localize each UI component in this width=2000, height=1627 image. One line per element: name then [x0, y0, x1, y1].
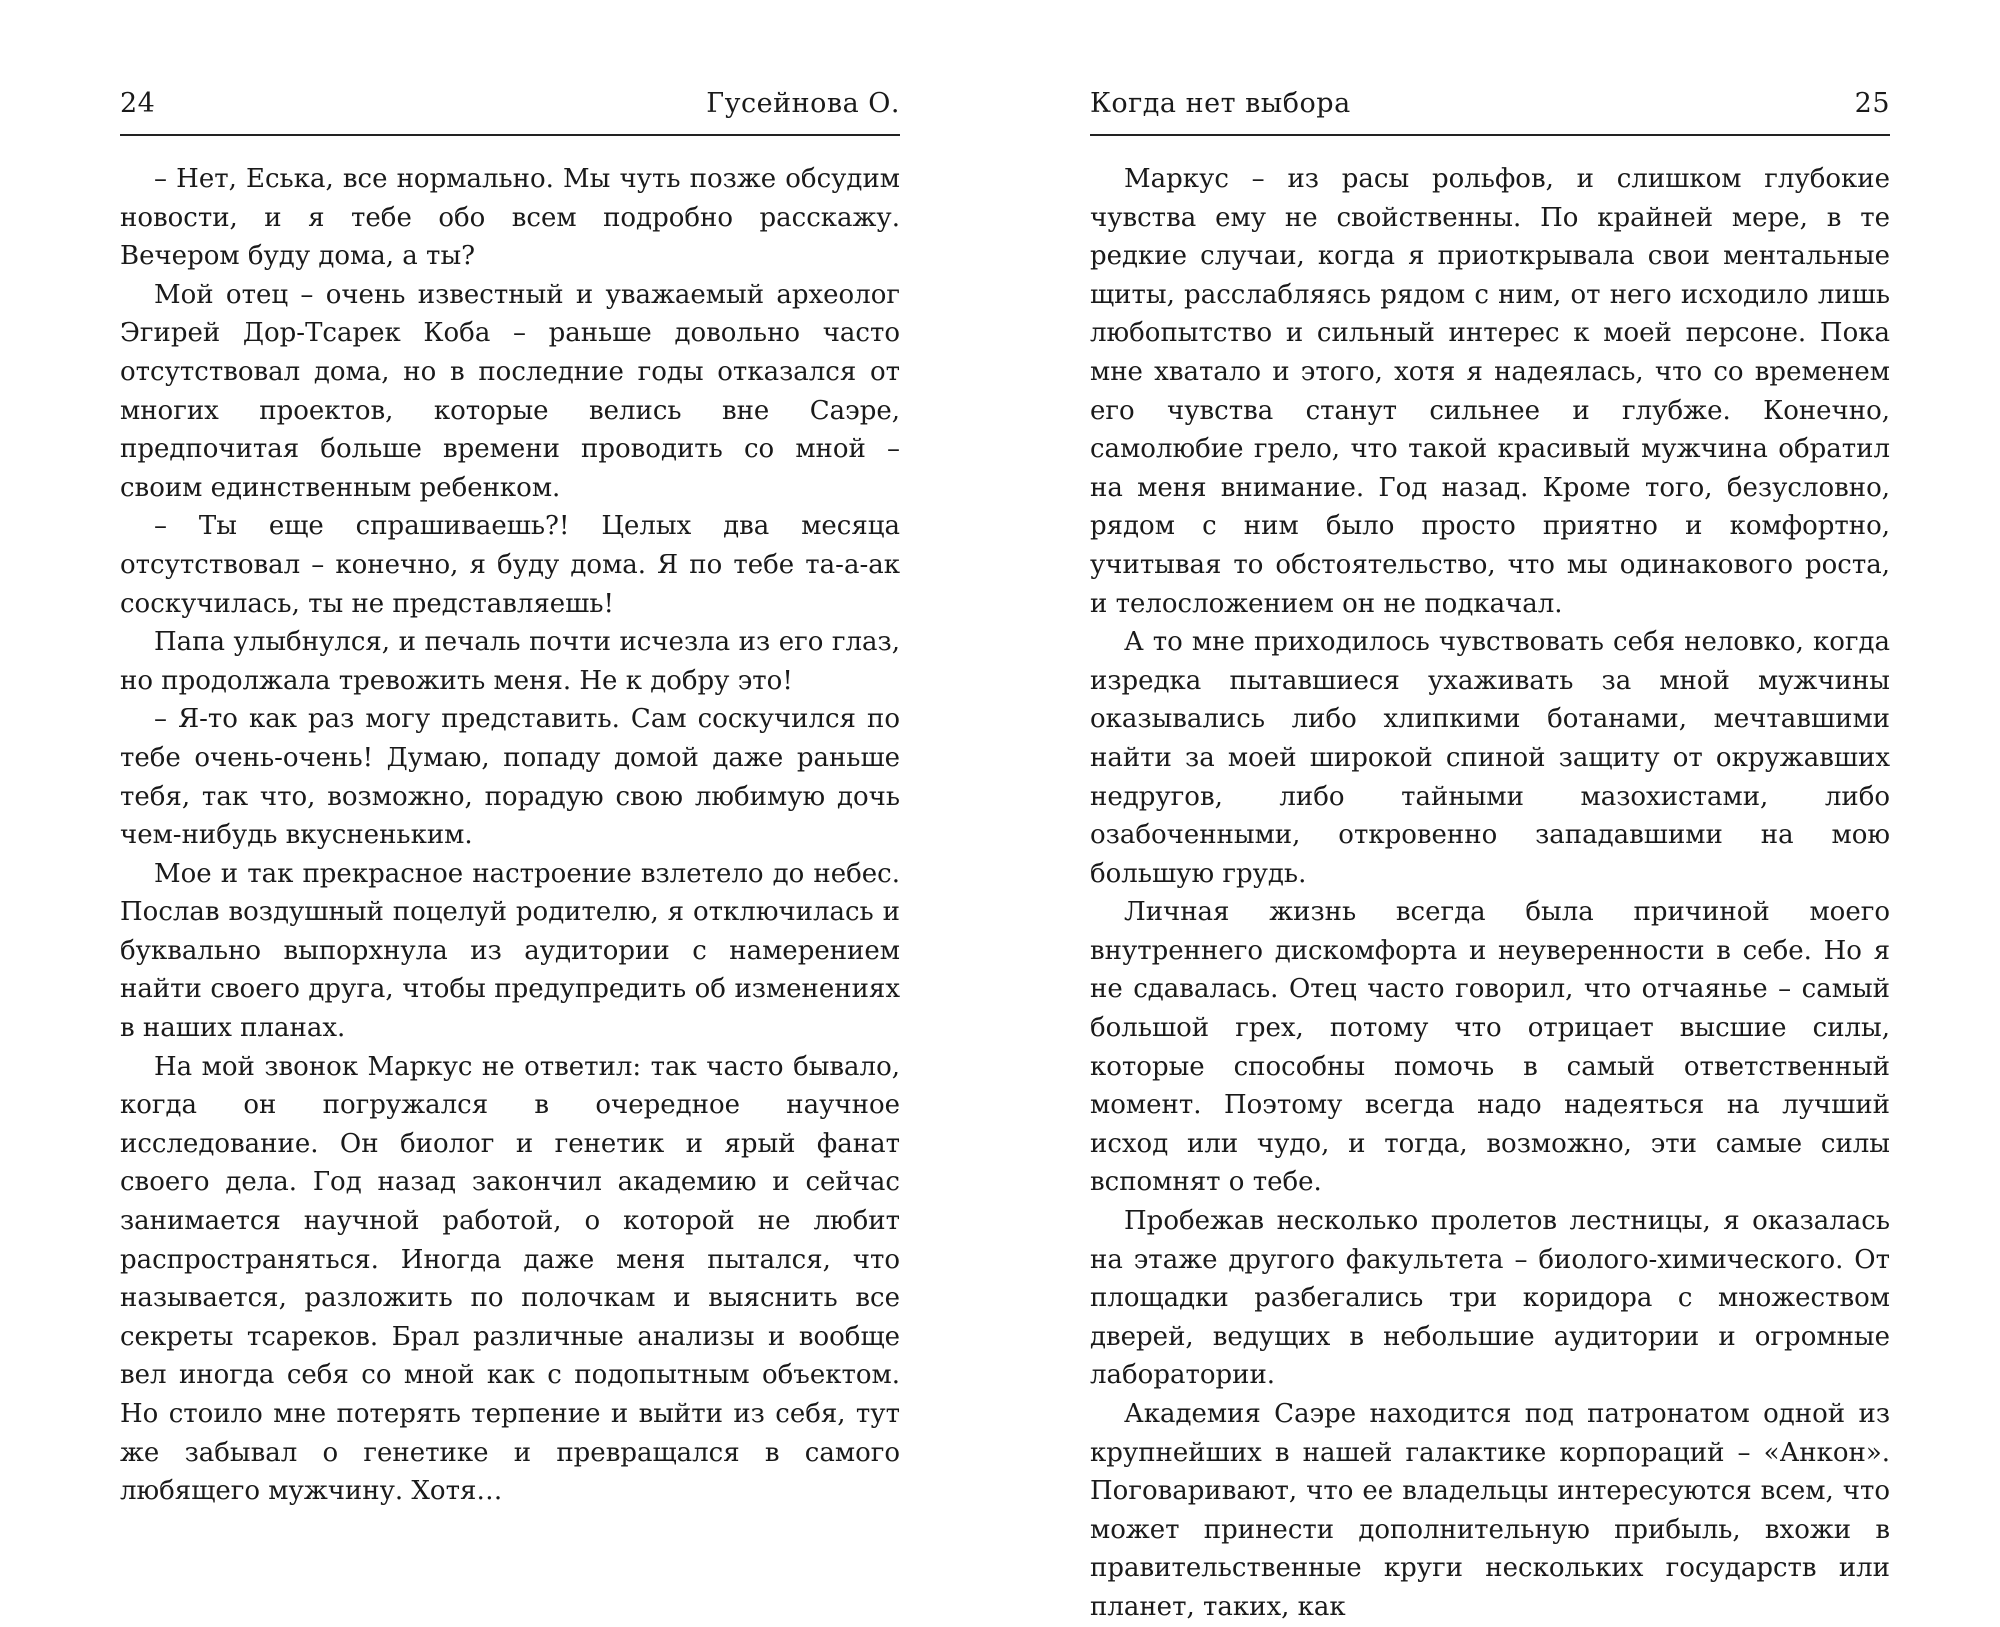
paragraph: Мое и так прекрасное настроение взлетело до небес. Послав воздушный поцелуй родителю, я отключилась и буквально выпорхнула из аудитории с намерением найти своего друга, чтобы предупредить об изменениях в наших планах. — [120, 858, 900, 1044]
paragraph: – Нет, Еська, все нормально. Мы чуть позже обсудим новости, и я тебе обо всем подробно расскажу. Вечером буду дома, а ты? — [120, 164, 900, 272]
running-head-title: Когда нет выбора — [1090, 88, 1351, 119]
paragraph: Маркус – из расы рольфов, и слишком глубокие чувства ему не свойственны. По крайней мере, в те редкие случаи, когда я приоткрывала свои ментальные щиты, расслабляясь рядом с ним, от него исходило лишь любопытство и сильный интерес к моей персоне. Пока мне хватало и этого, хотя я надеялась, что со временем его чувства станут сильнее и глубже. Конечно, самолюбие грело, что такой красивый мужчина обратил на меня внимание. Год назад. Кроме того, безусловно, рядом с ним было просто приятно и комфортно, учитывая то обстоятельство, что мы одинакового роста, и телосложением он не подкачал. — [1090, 164, 1890, 619]
page-number: 24 — [120, 88, 156, 119]
running-head-author: Гусейнова О. — [706, 88, 900, 119]
paragraph: А то мне приходилось чувствовать себя неловко, когда изредка пытавшиеся ухаживать за мной мужчины оказывались либо хлипкими ботанами, мечтавшими найти за моей широкой спиной защиту от окружавших недругов, либо тайными мазохистами, либо озабоченными, откровенно западавшими на мою большую грудь. — [1090, 627, 1890, 889]
left-page-header — [120, 88, 900, 132]
paragraph: Академия Саэре находится под патронатом одной из крупнейших в нашей галактике корпораций – «Анкон». Поговаривают, что ее владельцы интересуются всем, что может принести дополнительную прибыль, вхожи в правительственные круги нескольких государств или планет, таких, как — [1090, 1399, 1890, 1622]
paragraph: На мой звонок Маркус не ответил: так часто бывало, когда он погружался в очередное научное исследование. Он биолог и генетик и ярый фанат своего дела. Год назад закончил академию и сейчас занимается научной работой, о которой не любит распространяться. Иногда даже меня пытался, что называется, разложить по полочкам и выяснить все секреты тсареков. Брал различные анализы и вообще вел иногда себя со мной как с подопытным объектом. Но стоило мне потерять терпение и выйти из себя, тут же забывал о генетике и превращался в самого любящего мужчину. Хотя… — [120, 1051, 900, 1507]
paragraph: Пробежав несколько пролетов лестницы, я оказалась на этаже другого факультета – биолого-химического. От площадки разбегались три коридора с множеством дверей, ведущих в небольшие аудитории и огромные лаборатории. — [1090, 1206, 1890, 1391]
paragraph: – Ты еще спрашиваешь?! Целых два месяца отсутствовал – конечно, я буду дома. Я по тебе та-а-ак соскучилась, ты не представляешь! — [120, 511, 900, 619]
paragraph: Личная жизнь всегда была причиной моего внутреннего дискомфорта и неуверенности в себе. Но я не сдавалась. Отец часто говорил, что отчаянье – самый большой грех, потому что отрицает высшие силы, которые способны помочь в самый ответственный момент. Поэтому всегда надо надеяться на лучший исход или чудо, и тогда, возможно, эти самые силы вспомнят о тебе. — [1090, 897, 1890, 1198]
header-rule — [1090, 134, 1890, 136]
right-page-header — [1090, 88, 1890, 132]
right-page — [1000, 0, 2000, 1622]
paragraph: Папа улыбнулся, и печаль почти исчезла из его глаз, но продолжала тревожить меня. Не к добру это! — [120, 627, 900, 696]
paragraph: – Я-то как раз могу представить. Сам соскучился по тебе очень-очень! Думаю, попаду домой даже раньше тебя, так что, возможно, порадую свою любимую дочь чем-нибудь вкусненьким. — [120, 704, 900, 851]
left-page-body — [120, 160, 900, 1511]
header-rule — [120, 134, 900, 136]
left-page — [0, 0, 1000, 1507]
right-page-body — [1090, 160, 1890, 1627]
paragraph: Мой отец – очень известный и уважаемый археолог Эгирей Дор-Тсарек Коба – раньше довольно часто отсутствовал дома, но в последние годы отказался от многих проектов, которые велись вне Саэре, предпочитая больше времени проводить со мной – своим единственным ребенком. — [120, 279, 900, 503]
page-number: 25 — [1854, 88, 1890, 119]
